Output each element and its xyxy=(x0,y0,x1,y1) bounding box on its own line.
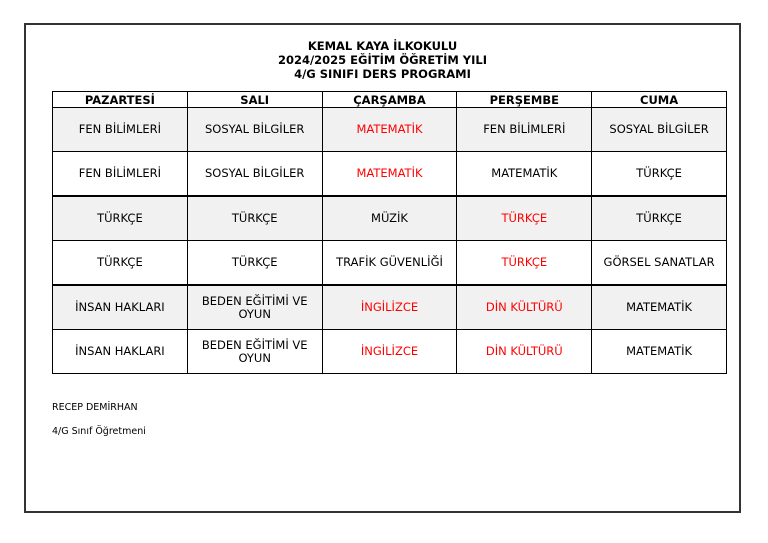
lesson-cell: İNGİLİZCE xyxy=(322,330,457,374)
day-header-thursday: PERŞEMBE xyxy=(457,92,592,108)
lesson-cell: İNGİLİZCE xyxy=(322,285,457,330)
teacher-title: 4/G Sınıf Öğretmeni xyxy=(52,426,146,437)
day-header-tuesday: SALI xyxy=(187,92,322,108)
lesson-cell: FEN BİLİMLERİ xyxy=(457,108,592,152)
lesson-cell: TÜRKÇE xyxy=(53,241,188,286)
lesson-cell: DİN KÜLTÜRÜ xyxy=(457,330,592,374)
lesson-cell: MATEMATİK xyxy=(592,330,727,374)
day-header-row xyxy=(53,92,727,108)
day-header-friday: CUMA xyxy=(592,92,727,108)
lesson-cell: BEDEN EĞİTİMİ VE OYUN xyxy=(187,330,322,374)
teacher-name: RECEP DEMİRHAN xyxy=(52,402,138,413)
lesson-cell: SOSYAL BİLGİLER xyxy=(187,108,322,152)
lesson-cell: SOSYAL BİLGİLER xyxy=(592,108,727,152)
academic-year: 2024/2025 EĞİTİM ÖĞRETİM YILI xyxy=(277,53,488,67)
lesson-cell: İNSAN HAKLARI xyxy=(53,330,188,374)
lesson-cell: TÜRKÇE xyxy=(187,241,322,286)
lesson-cell: TÜRKÇE xyxy=(592,196,727,241)
schedule-row xyxy=(53,196,727,241)
lesson-cell: MATEMATİK xyxy=(592,285,727,330)
day-header-wednesday: ÇARŞAMBA xyxy=(322,92,457,108)
lesson-cell: BEDEN EĞİTİMİ VE OYUN xyxy=(187,285,322,330)
lesson-cell: FEN BİLİMLERİ xyxy=(53,152,188,197)
lesson-cell: İNSAN HAKLARI xyxy=(53,285,188,330)
lesson-cell: TÜRKÇE xyxy=(187,196,322,241)
schedule-row xyxy=(53,108,727,152)
schedule-row xyxy=(53,241,727,286)
school-name: KEMAL KAYA İLKOKULU xyxy=(307,39,458,53)
lesson-cell: MÜZİK xyxy=(322,196,457,241)
lesson-cell: MATEMATİK xyxy=(457,152,592,197)
lesson-cell: TRAFİK GÜVENLİĞİ xyxy=(322,241,457,286)
schedule-row xyxy=(53,285,727,330)
lesson-cell: MATEMATİK xyxy=(322,152,457,197)
schedule-row xyxy=(53,330,727,374)
lesson-cell: FEN BİLİMLERİ xyxy=(53,108,188,152)
schedule-row xyxy=(53,152,727,197)
lesson-cell: TÜRKÇE xyxy=(53,196,188,241)
lesson-cell: TÜRKÇE xyxy=(457,196,592,241)
lesson-cell: TÜRKÇE xyxy=(592,152,727,197)
program-title: 4/G SINIFI DERS PROGRAMI xyxy=(294,67,471,81)
document-header xyxy=(26,39,739,81)
lesson-cell: MATEMATİK xyxy=(322,108,457,152)
lesson-cell: GÖRSEL SANATLAR xyxy=(592,241,727,286)
schedule-table xyxy=(52,91,727,374)
lesson-cell: SOSYAL BİLGİLER xyxy=(187,152,322,197)
day-header-monday: PAZARTESİ xyxy=(53,92,188,108)
document-page xyxy=(24,23,741,513)
lesson-cell: DİN KÜLTÜRÜ xyxy=(457,285,592,330)
schedule-body xyxy=(53,108,727,374)
lesson-cell: TÜRKÇE xyxy=(457,241,592,286)
